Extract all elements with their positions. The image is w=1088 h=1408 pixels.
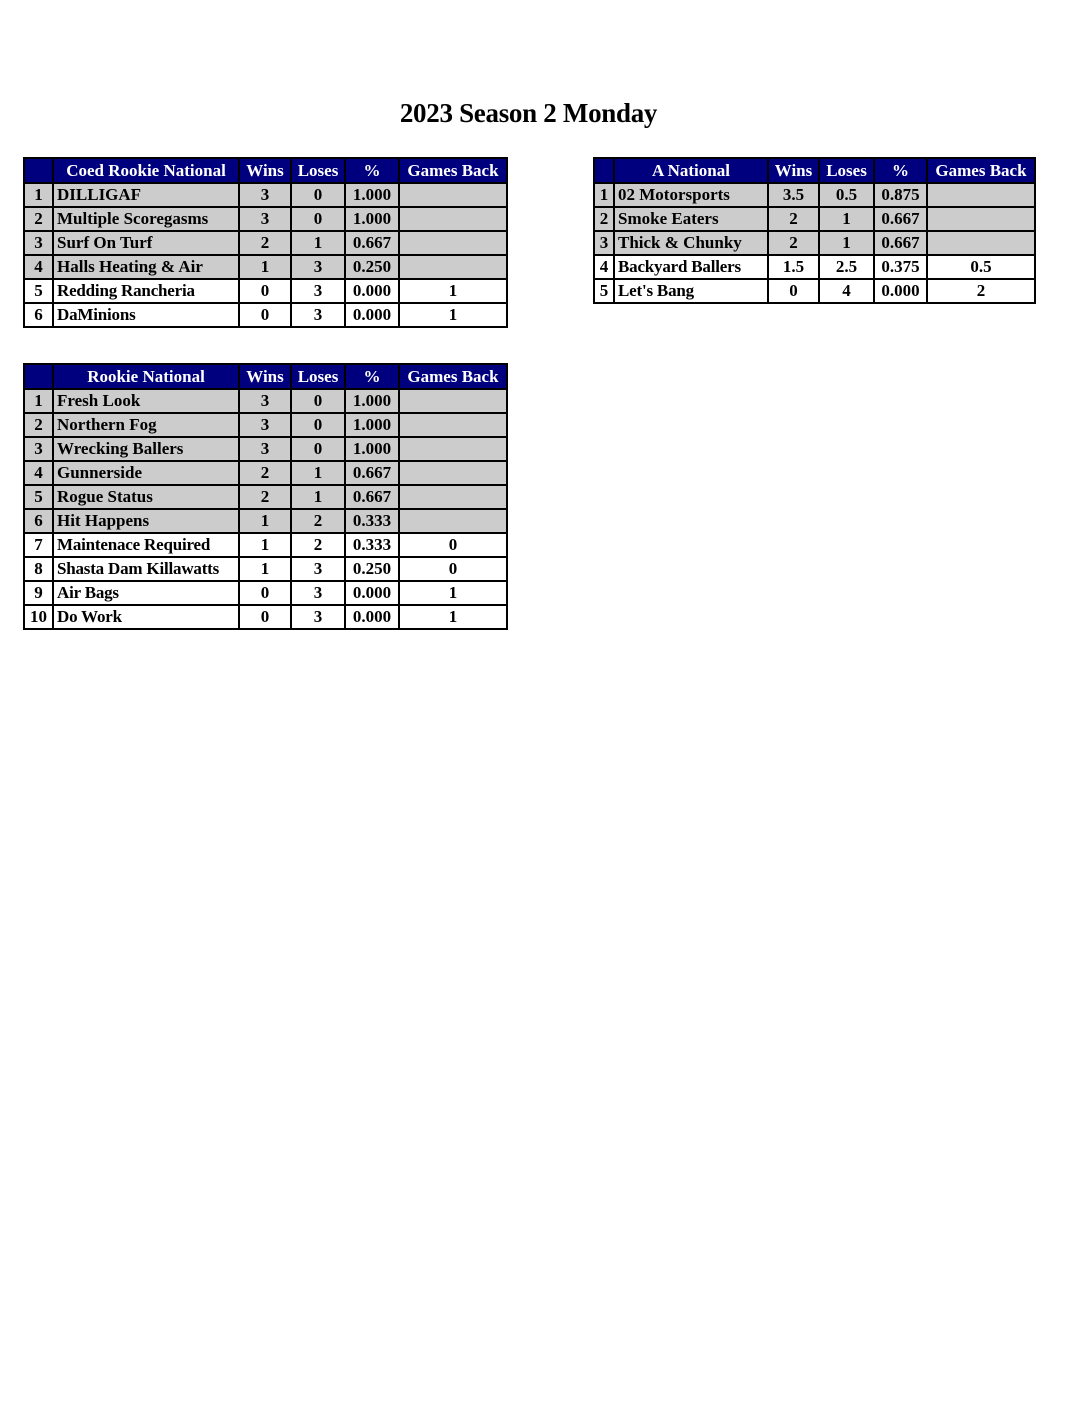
table-row [24, 581, 507, 605]
table-row [594, 255, 1035, 279]
wins-cell: 2 [239, 485, 291, 509]
rank-header [24, 158, 53, 183]
loses-cell: 4 [819, 279, 874, 303]
table-row [594, 231, 1035, 255]
games-back-cell: 2 [927, 279, 1035, 303]
wins-cell: 1 [239, 533, 291, 557]
games-back-cell: 0 [399, 557, 507, 581]
games-back-cell: 0 [399, 533, 507, 557]
table-row [594, 183, 1035, 207]
pct-cell: 0.250 [345, 557, 399, 581]
wins-cell: 3 [239, 389, 291, 413]
table-row [24, 557, 507, 581]
table-row [24, 461, 507, 485]
loses-cell: 0 [291, 183, 345, 207]
loses-cell: 0 [291, 207, 345, 231]
loses-header: Loses [291, 158, 345, 183]
loses-cell: 1 [819, 231, 874, 255]
header-row [594, 158, 1035, 183]
wins-cell: 0 [768, 279, 819, 303]
team-name-cell: Thick & Chunky [614, 231, 768, 255]
wins-header: Wins [239, 158, 291, 183]
standings-table-rookie-national [23, 363, 508, 630]
table-row [24, 509, 507, 533]
team-name-cell: 02 Motorsports [614, 183, 768, 207]
team-name-cell: Gunnerside [53, 461, 239, 485]
wins-cell: 0 [239, 303, 291, 327]
wins-cell: 1 [239, 557, 291, 581]
table-row [24, 231, 507, 255]
games-back-header: Games Back [927, 158, 1035, 183]
wins-cell: 2 [239, 231, 291, 255]
rank-cell: 1 [24, 183, 53, 207]
games-back-cell [399, 389, 507, 413]
team-name-cell: Air Bags [53, 581, 239, 605]
team-name-cell: DILLIGAF [53, 183, 239, 207]
team-name-cell: Rogue Status [53, 485, 239, 509]
wins-cell: 2 [239, 461, 291, 485]
games-back-cell [399, 461, 507, 485]
rank-cell: 4 [594, 255, 614, 279]
team-name-cell: Do Work [53, 605, 239, 629]
games-back-cell [927, 207, 1035, 231]
rank-cell: 2 [24, 207, 53, 231]
team-name-cell: Redding Rancheria [53, 279, 239, 303]
team-name-cell: Let's Bang [614, 279, 768, 303]
table-row [24, 413, 507, 437]
table-row [24, 255, 507, 279]
loses-cell: 1 [819, 207, 874, 231]
rank-cell: 5 [24, 279, 53, 303]
division-header: Rookie National [53, 364, 239, 389]
table-row [24, 183, 507, 207]
rank-cell: 1 [24, 389, 53, 413]
loses-header: Loses [291, 364, 345, 389]
table-row [24, 437, 507, 461]
table-row [24, 279, 507, 303]
wins-cell: 3 [239, 413, 291, 437]
pct-header: % [345, 364, 399, 389]
header-row [24, 364, 507, 389]
loses-cell: 0.5 [819, 183, 874, 207]
loses-cell: 3 [291, 557, 345, 581]
pct-cell: 0.000 [345, 279, 399, 303]
games-back-header: Games Back [399, 364, 507, 389]
team-name-cell: Smoke Eaters [614, 207, 768, 231]
loses-cell: 3 [291, 605, 345, 629]
pct-cell: 1.000 [345, 183, 399, 207]
team-name-cell: Multiple Scoregasms [53, 207, 239, 231]
division-header: Coed Rookie National [53, 158, 239, 183]
loses-cell: 2 [291, 533, 345, 557]
pct-cell: 0.000 [874, 279, 927, 303]
pct-cell: 0.333 [345, 533, 399, 557]
wins-header: Wins [239, 364, 291, 389]
rank-cell: 6 [24, 303, 53, 327]
rank-header [594, 158, 614, 183]
team-name-cell: Halls Heating & Air [53, 255, 239, 279]
rank-cell: 5 [24, 485, 53, 509]
rank-cell: 2 [594, 207, 614, 231]
pct-cell: 0.333 [345, 509, 399, 533]
pct-header: % [874, 158, 927, 183]
team-name-cell: Fresh Look [53, 389, 239, 413]
loses-cell: 1 [291, 485, 345, 509]
standings-table-a-national [593, 157, 1036, 304]
wins-cell: 1 [239, 255, 291, 279]
wins-cell: 0 [239, 581, 291, 605]
loses-cell: 1 [291, 461, 345, 485]
rank-cell: 2 [24, 413, 53, 437]
loses-cell: 3 [291, 303, 345, 327]
pct-cell: 0.667 [874, 231, 927, 255]
pct-cell: 1.000 [345, 207, 399, 231]
loses-cell: 0 [291, 413, 345, 437]
table-row [24, 303, 507, 327]
team-name-cell: Northern Fog [53, 413, 239, 437]
table-row [24, 485, 507, 509]
wins-cell: 1 [239, 509, 291, 533]
games-back-cell [399, 231, 507, 255]
team-name-cell: Surf On Turf [53, 231, 239, 255]
loses-cell: 3 [291, 255, 345, 279]
pct-cell: 1.000 [345, 413, 399, 437]
loses-cell: 0 [291, 389, 345, 413]
wins-cell: 1.5 [768, 255, 819, 279]
games-back-cell [399, 183, 507, 207]
games-back-cell [399, 413, 507, 437]
pct-cell: 0.000 [345, 605, 399, 629]
rank-cell: 5 [594, 279, 614, 303]
wins-cell: 3 [239, 437, 291, 461]
games-back-cell: 1 [399, 581, 507, 605]
team-name-cell: Wrecking Ballers [53, 437, 239, 461]
pct-cell: 0.667 [345, 231, 399, 255]
rank-cell: 3 [24, 437, 53, 461]
games-back-cell [399, 207, 507, 231]
page-title: 2023 Season 2 Monday [399, 98, 658, 128]
team-name-cell: Maintenace Required [53, 533, 239, 557]
games-back-cell [399, 437, 507, 461]
pct-header: % [345, 158, 399, 183]
wins-cell: 0 [239, 605, 291, 629]
games-back-cell [399, 485, 507, 509]
loses-cell: 1 [291, 231, 345, 255]
team-name-cell: DaMinions [53, 303, 239, 327]
pct-cell: 0.000 [345, 303, 399, 327]
wins-header: Wins [768, 158, 819, 183]
pct-cell: 1.000 [345, 437, 399, 461]
games-back-cell [399, 255, 507, 279]
rank-cell: 3 [24, 231, 53, 255]
pct-cell: 1.000 [345, 389, 399, 413]
table-row [24, 605, 507, 629]
division-header: A National [614, 158, 768, 183]
pct-cell: 0.667 [345, 485, 399, 509]
games-back-cell: 1 [399, 303, 507, 327]
pct-cell: 0.000 [345, 581, 399, 605]
rank-cell: 4 [24, 255, 53, 279]
table-row [594, 279, 1035, 303]
rank-cell: 8 [24, 557, 53, 581]
pct-cell: 0.667 [874, 207, 927, 231]
rank-header [24, 364, 53, 389]
games-back-cell [927, 183, 1035, 207]
loses-cell: 2 [291, 509, 345, 533]
team-name-cell: Backyard Ballers [614, 255, 768, 279]
games-back-cell [399, 509, 507, 533]
games-back-cell: 0.5 [927, 255, 1035, 279]
wins-cell: 3 [239, 183, 291, 207]
rank-cell: 3 [594, 231, 614, 255]
team-name-cell: Shasta Dam Killawatts [53, 557, 239, 581]
wins-cell: 3.5 [768, 183, 819, 207]
table-row [24, 389, 507, 413]
wins-cell: 0 [239, 279, 291, 303]
team-name-cell: Hit Happens [53, 509, 239, 533]
loses-cell: 2.5 [819, 255, 874, 279]
wins-cell: 2 [768, 207, 819, 231]
pct-cell: 0.667 [345, 461, 399, 485]
table-row [24, 207, 507, 231]
rank-cell: 7 [24, 533, 53, 557]
wins-cell: 2 [768, 231, 819, 255]
loses-header: Loses [819, 158, 874, 183]
rank-cell: 1 [594, 183, 614, 207]
loses-cell: 3 [291, 581, 345, 605]
pct-cell: 0.375 [874, 255, 927, 279]
games-back-cell [927, 231, 1035, 255]
loses-cell: 0 [291, 437, 345, 461]
rank-cell: 9 [24, 581, 53, 605]
table-row [594, 207, 1035, 231]
games-back-cell: 1 [399, 279, 507, 303]
games-back-cell: 1 [399, 605, 507, 629]
standings-table-coed-rookie-national [23, 157, 508, 328]
header-row [24, 158, 507, 183]
pct-cell: 0.875 [874, 183, 927, 207]
loses-cell: 3 [291, 279, 345, 303]
wins-cell: 3 [239, 207, 291, 231]
rank-cell: 4 [24, 461, 53, 485]
rank-cell: 10 [24, 605, 53, 629]
table-row [24, 533, 507, 557]
pct-cell: 0.250 [345, 255, 399, 279]
rank-cell: 6 [24, 509, 53, 533]
games-back-header: Games Back [399, 158, 507, 183]
